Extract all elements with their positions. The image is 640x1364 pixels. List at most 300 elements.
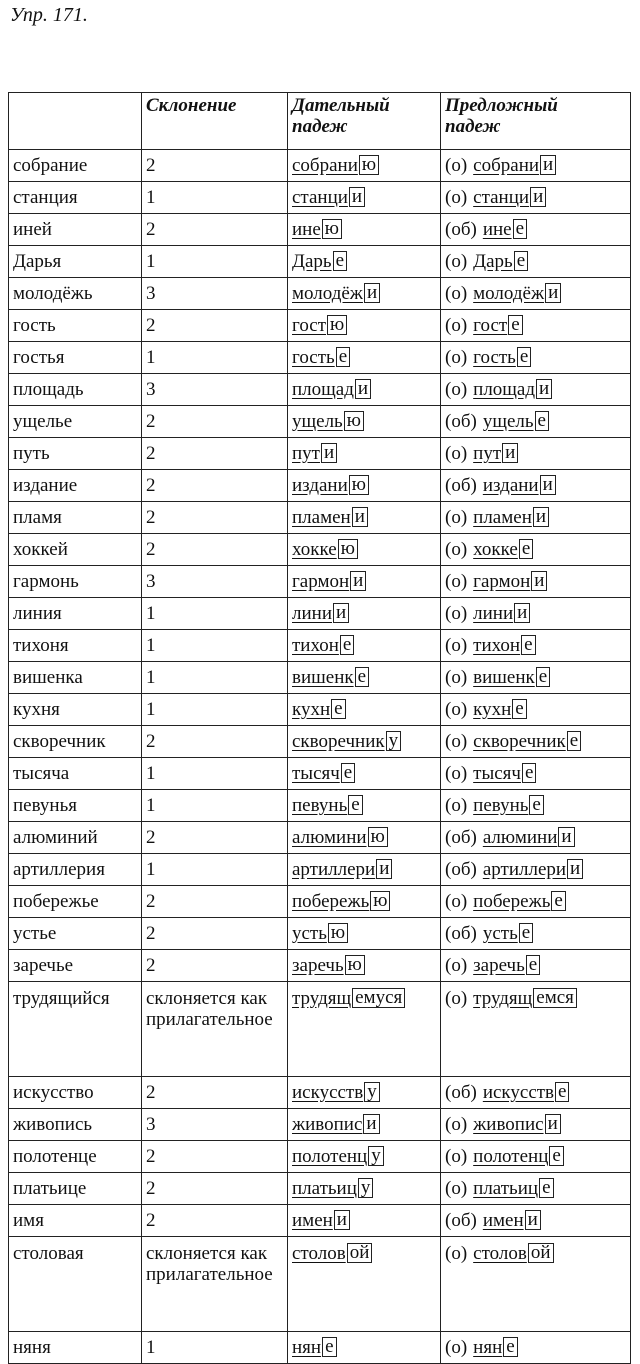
dative-cell [288, 694, 441, 726]
dative-ending: ю [327, 315, 347, 335]
prepositional-ending: е [514, 251, 528, 271]
declension-cell [142, 214, 288, 246]
declension-value: 1 [146, 603, 156, 624]
prepositional-ending: е [535, 411, 549, 431]
preposition: (о) [445, 763, 468, 784]
prepositional-stem: гост [473, 315, 508, 336]
word: иней [13, 219, 52, 240]
dative-stem: кухн [292, 699, 331, 720]
dative-cell [288, 726, 441, 758]
declension-cell [142, 1141, 288, 1173]
dative-cell [288, 214, 441, 246]
prepositional-cell [441, 470, 631, 502]
preposition: (о) [445, 1114, 468, 1135]
prepositional-stem: ине [482, 219, 512, 240]
prepositional-stem: заречь [473, 955, 525, 976]
prepositional-stem: вишенк [473, 667, 535, 688]
declension-value: 2 [146, 827, 156, 848]
word-cell [9, 1173, 142, 1205]
preposition: (о) [445, 1243, 468, 1264]
word: тысяча [13, 763, 70, 784]
declension-value: 2 [146, 1146, 156, 1167]
prepositional-stem: тысяч [473, 763, 521, 784]
dative-ending: и [333, 603, 349, 623]
prepositional-cell [441, 630, 631, 662]
header-word [9, 93, 142, 150]
preposition: (о) [445, 988, 468, 1009]
table-row [9, 918, 631, 950]
declension-value: склоняется как прилагательное [146, 988, 273, 1030]
dative-stem: трудящ [292, 988, 352, 1009]
word: трудящийся [13, 988, 110, 1009]
word: тихоня [13, 635, 69, 656]
dative-ending: и [350, 571, 366, 591]
dative-ending: и [355, 379, 371, 399]
prepositional-cell [441, 150, 631, 182]
word: живопись [13, 1114, 93, 1135]
prepositional-ending: е [536, 667, 550, 687]
exercise-title: Упр. 171. [10, 4, 88, 26]
dative-stem: гармон [292, 571, 350, 592]
dative-cell [288, 150, 441, 182]
declension-table [8, 92, 631, 1364]
declension-value: 2 [146, 731, 156, 752]
preposition: (о) [445, 1146, 468, 1167]
dative-stem: искусств [292, 1082, 364, 1103]
table-row [9, 406, 631, 438]
prepositional-cell [441, 278, 631, 310]
prepositional-cell [441, 1109, 631, 1141]
word: скворечник [13, 731, 106, 752]
dative-ending: емуся [352, 988, 405, 1008]
dative-ending: у [358, 1178, 374, 1198]
word-cell [9, 1141, 142, 1173]
declension-value: 2 [146, 1210, 156, 1231]
prepositional-cell [441, 1141, 631, 1173]
dative-ending: е [355, 667, 369, 687]
declension-value: 1 [146, 859, 156, 880]
prepositional-ending: и [530, 187, 546, 207]
dative-cell [288, 310, 441, 342]
prepositional-stem: гость [473, 347, 516, 368]
word: Дарья [13, 251, 62, 272]
word-cell [9, 694, 142, 726]
word-cell [9, 470, 142, 502]
dative-ending: е [322, 1337, 336, 1357]
declension-cell [142, 182, 288, 214]
prepositional-ending: е [517, 347, 531, 367]
header-prepositional-line1: Предложный [445, 95, 558, 116]
declension-cell [142, 374, 288, 406]
prepositional-ending: и [525, 1210, 541, 1230]
prepositional-cell [441, 1237, 631, 1332]
dative-ending: ю [344, 411, 364, 431]
declension-cell [142, 438, 288, 470]
dative-ending: у [368, 1146, 384, 1166]
word-cell [9, 374, 142, 406]
dative-ending: и [349, 187, 365, 207]
declension-cell [142, 758, 288, 790]
table-row [9, 726, 631, 758]
declension-cell [142, 982, 288, 1077]
word-cell [9, 310, 142, 342]
word-cell [9, 502, 142, 534]
preposition: (о) [445, 891, 468, 912]
word: певунья [13, 795, 77, 816]
declension-value: склоняется как прилагательное [146, 1243, 273, 1285]
table-row [9, 214, 631, 246]
word: алюминий [13, 827, 98, 848]
preposition: (о) [445, 283, 468, 304]
prepositional-cell [441, 1173, 631, 1205]
prepositional-stem: лини [473, 603, 514, 624]
word-cell [9, 1332, 142, 1364]
header-dative [288, 93, 441, 150]
prepositional-ending: и [545, 283, 561, 303]
word-cell [9, 726, 142, 758]
prepositional-ending: и [533, 507, 549, 527]
preposition: (об) [445, 859, 477, 880]
dative-stem: вишенк [292, 667, 354, 688]
dative-cell [288, 246, 441, 278]
dative-cell [288, 918, 441, 950]
dative-stem: хокке [292, 539, 337, 560]
declension-cell [142, 278, 288, 310]
dative-ending: ю [359, 155, 379, 175]
dative-ending: ю [345, 955, 365, 975]
dative-stem: собрани [292, 155, 358, 176]
word: побережье [13, 891, 99, 912]
word: заречье [13, 955, 74, 976]
dative-ending: и [352, 507, 368, 527]
declension-cell [142, 950, 288, 982]
dative-ending: ю [370, 891, 390, 911]
prepositional-stem: певунь [473, 795, 529, 816]
word: полотенце [13, 1146, 97, 1167]
dative-cell [288, 278, 441, 310]
prepositional-ending: е [503, 1337, 517, 1357]
prepositional-ending: е [522, 763, 536, 783]
declension-cell [142, 1205, 288, 1237]
table-row [9, 694, 631, 726]
table-row [9, 790, 631, 822]
word-cell [9, 918, 142, 950]
prepositional-cell [441, 694, 631, 726]
word-cell [9, 1205, 142, 1237]
word: вишенка [13, 667, 83, 688]
prepositional-cell [441, 758, 631, 790]
declension-value: 1 [146, 795, 156, 816]
word: издание [13, 475, 78, 496]
declension-value: 1 [146, 187, 156, 208]
dative-cell [288, 470, 441, 502]
dative-cell [288, 790, 441, 822]
word-cell [9, 886, 142, 918]
table-row [9, 182, 631, 214]
prepositional-cell [441, 854, 631, 886]
declension-value: 3 [146, 571, 156, 592]
prepositional-stem: усть [482, 923, 518, 944]
dative-ending: и [376, 859, 392, 879]
dative-stem: Дарь [292, 251, 332, 272]
dative-stem: площад [292, 379, 354, 400]
declension-cell [142, 918, 288, 950]
table-row [9, 886, 631, 918]
declension-cell [142, 662, 288, 694]
preposition: (об) [445, 827, 477, 848]
word: искусство [13, 1082, 94, 1103]
word: молодёжь [13, 283, 93, 304]
declension-cell [142, 694, 288, 726]
dative-cell [288, 822, 441, 854]
prepositional-ending: и [540, 475, 556, 495]
dative-cell [288, 406, 441, 438]
table-row [9, 630, 631, 662]
preposition: (о) [445, 731, 468, 752]
table-row [9, 150, 631, 182]
dative-stem: артиллери [292, 859, 376, 880]
prepositional-stem: гармон [473, 571, 531, 592]
prepositional-cell [441, 1205, 631, 1237]
word: кухня [13, 699, 60, 720]
dative-stem: гост [292, 315, 327, 336]
dative-ending: ю [368, 827, 388, 847]
declension-cell [142, 150, 288, 182]
dative-stem: ине [292, 219, 321, 240]
prepositional-cell [441, 374, 631, 406]
declension-cell [142, 726, 288, 758]
dative-stem: гость [292, 347, 335, 368]
declension-cell [142, 1237, 288, 1332]
prepositional-stem: пламен [473, 507, 532, 528]
preposition: (о) [445, 187, 468, 208]
prepositional-cell [441, 438, 631, 470]
prepositional-ending: е [567, 731, 581, 751]
declension-value: 1 [146, 1337, 156, 1358]
word-cell [9, 758, 142, 790]
dative-stem: имен [292, 1210, 333, 1231]
declension-cell [142, 854, 288, 886]
prepositional-ending: е [551, 891, 565, 911]
preposition: (о) [445, 507, 468, 528]
dative-stem: певунь [292, 795, 348, 816]
prepositional-ending: и [514, 603, 530, 623]
dative-ending: ой [347, 1243, 373, 1263]
preposition: (о) [445, 251, 468, 272]
dative-cell [288, 1141, 441, 1173]
dative-ending: ю [322, 219, 342, 239]
prepositional-cell [441, 566, 631, 598]
declension-value: 2 [146, 507, 156, 528]
word-cell [9, 854, 142, 886]
dative-stem: ущель [292, 411, 343, 432]
prepositional-stem: нян [473, 1337, 503, 1358]
dative-stem: пут [292, 443, 320, 464]
dative-stem: побережь [292, 891, 370, 912]
preposition: (о) [445, 571, 468, 592]
header-dative-line1: Дательный [292, 95, 390, 116]
word: линия [13, 603, 62, 624]
prepositional-stem: артиллери [482, 859, 567, 880]
table-row [9, 1077, 631, 1109]
prepositional-stem: ущель [482, 411, 534, 432]
word-cell [9, 150, 142, 182]
table-row [9, 246, 631, 278]
table-row [9, 310, 631, 342]
preposition: (о) [445, 699, 468, 720]
word-cell [9, 182, 142, 214]
prepositional-ending: и [558, 827, 574, 847]
preposition: (об) [445, 219, 477, 240]
declension-cell [142, 822, 288, 854]
declension-cell [142, 1173, 288, 1205]
word-cell [9, 1237, 142, 1332]
declension-value: 3 [146, 379, 156, 400]
preposition: (о) [445, 443, 468, 464]
word: гармонь [13, 571, 79, 592]
table-row [9, 566, 631, 598]
word-cell [9, 662, 142, 694]
preposition: (о) [445, 603, 468, 624]
declension-cell [142, 246, 288, 278]
word-cell [9, 950, 142, 982]
declension-cell [142, 406, 288, 438]
word-cell [9, 598, 142, 630]
preposition: (об) [445, 475, 477, 496]
table-row [9, 1141, 631, 1173]
prepositional-ending: и [567, 859, 583, 879]
declension-value: 2 [146, 1178, 156, 1199]
prepositional-cell [441, 534, 631, 566]
dative-stem: издани [292, 475, 348, 496]
dative-cell [288, 1109, 441, 1141]
preposition: (о) [445, 347, 468, 368]
table-row [9, 598, 631, 630]
table-row [9, 1109, 631, 1141]
declension-value: 1 [146, 667, 156, 688]
dative-stem: молодёж [292, 283, 363, 304]
prepositional-stem: молодёж [473, 283, 545, 304]
preposition: (об) [445, 1210, 477, 1231]
declension-value: 2 [146, 443, 156, 464]
prepositional-ending: е [512, 699, 526, 719]
prepositional-cell [441, 598, 631, 630]
table-row [9, 278, 631, 310]
word: няня [13, 1337, 51, 1358]
dative-stem: лини [292, 603, 332, 624]
header-prepositional-line2: падеж [445, 116, 501, 137]
dative-ending: е [340, 635, 354, 655]
word-cell [9, 406, 142, 438]
dative-stem: усть [292, 923, 327, 944]
prepositional-ending: и [536, 379, 552, 399]
prepositional-cell [441, 886, 631, 918]
table-row [9, 534, 631, 566]
word-cell [9, 566, 142, 598]
word-cell [9, 1077, 142, 1109]
table-row [9, 950, 631, 982]
prepositional-ending: и [540, 155, 556, 175]
table-row [9, 982, 631, 1077]
prepositional-cell [441, 310, 631, 342]
dative-cell [288, 662, 441, 694]
table-row [9, 438, 631, 470]
prepositional-cell [441, 950, 631, 982]
declension-value: 2 [146, 475, 156, 496]
word-cell [9, 278, 142, 310]
preposition: (о) [445, 315, 468, 336]
word-cell [9, 790, 142, 822]
prepositional-ending: и [545, 1114, 561, 1134]
table-row [9, 758, 631, 790]
dative-cell [288, 886, 441, 918]
header-row [9, 93, 631, 150]
dative-ending: е [341, 763, 355, 783]
declension-value: 2 [146, 1082, 156, 1103]
prepositional-stem: кухн [473, 699, 512, 720]
prepositional-stem: скворечник [473, 731, 566, 752]
prepositional-stem: тихон [473, 635, 521, 656]
declension-cell [142, 534, 288, 566]
declension-cell [142, 310, 288, 342]
dative-ending: и [363, 1114, 379, 1134]
dative-ending: е [333, 251, 347, 271]
dative-stem: живопис [292, 1114, 363, 1135]
prepositional-cell [441, 1332, 631, 1364]
declension-cell [142, 470, 288, 502]
prepositional-stem: столов [473, 1243, 527, 1264]
declension-cell [142, 598, 288, 630]
declension-cell [142, 342, 288, 374]
prepositional-ending: емся [533, 988, 577, 1008]
word: платьице [13, 1178, 87, 1199]
prepositional-stem: платьиц [473, 1178, 539, 1199]
dative-ending: ю [338, 539, 358, 559]
dative-ending: и [321, 443, 337, 463]
dative-cell [288, 598, 441, 630]
prepositional-stem: имен [482, 1210, 524, 1231]
preposition: (о) [445, 795, 468, 816]
prepositional-stem: хокке [473, 539, 518, 560]
declension-value: 2 [146, 155, 156, 176]
declension-value: 2 [146, 315, 156, 336]
table-row [9, 1205, 631, 1237]
word: устье [13, 923, 57, 944]
declension-value: 1 [146, 251, 156, 272]
prepositional-stem: площад [473, 379, 536, 400]
dative-stem: платьиц [292, 1178, 357, 1199]
declension-value: 1 [146, 763, 156, 784]
dative-cell [288, 758, 441, 790]
dative-stem: столов [292, 1243, 346, 1264]
declension-value: 1 [146, 347, 156, 368]
declension-value: 1 [146, 699, 156, 720]
dative-cell [288, 182, 441, 214]
table-row [9, 822, 631, 854]
preposition: (о) [445, 635, 468, 656]
prepositional-cell [441, 246, 631, 278]
table-row [9, 470, 631, 502]
header-dative-line2: падеж [292, 116, 348, 137]
prepositional-ending: е [513, 219, 527, 239]
prepositional-ending: е [529, 795, 543, 815]
word-cell [9, 630, 142, 662]
preposition: (об) [445, 923, 477, 944]
word: собрание [13, 155, 88, 176]
declension-value: 2 [146, 923, 156, 944]
prepositional-stem: живопис [473, 1114, 544, 1135]
word: гость [13, 315, 56, 336]
